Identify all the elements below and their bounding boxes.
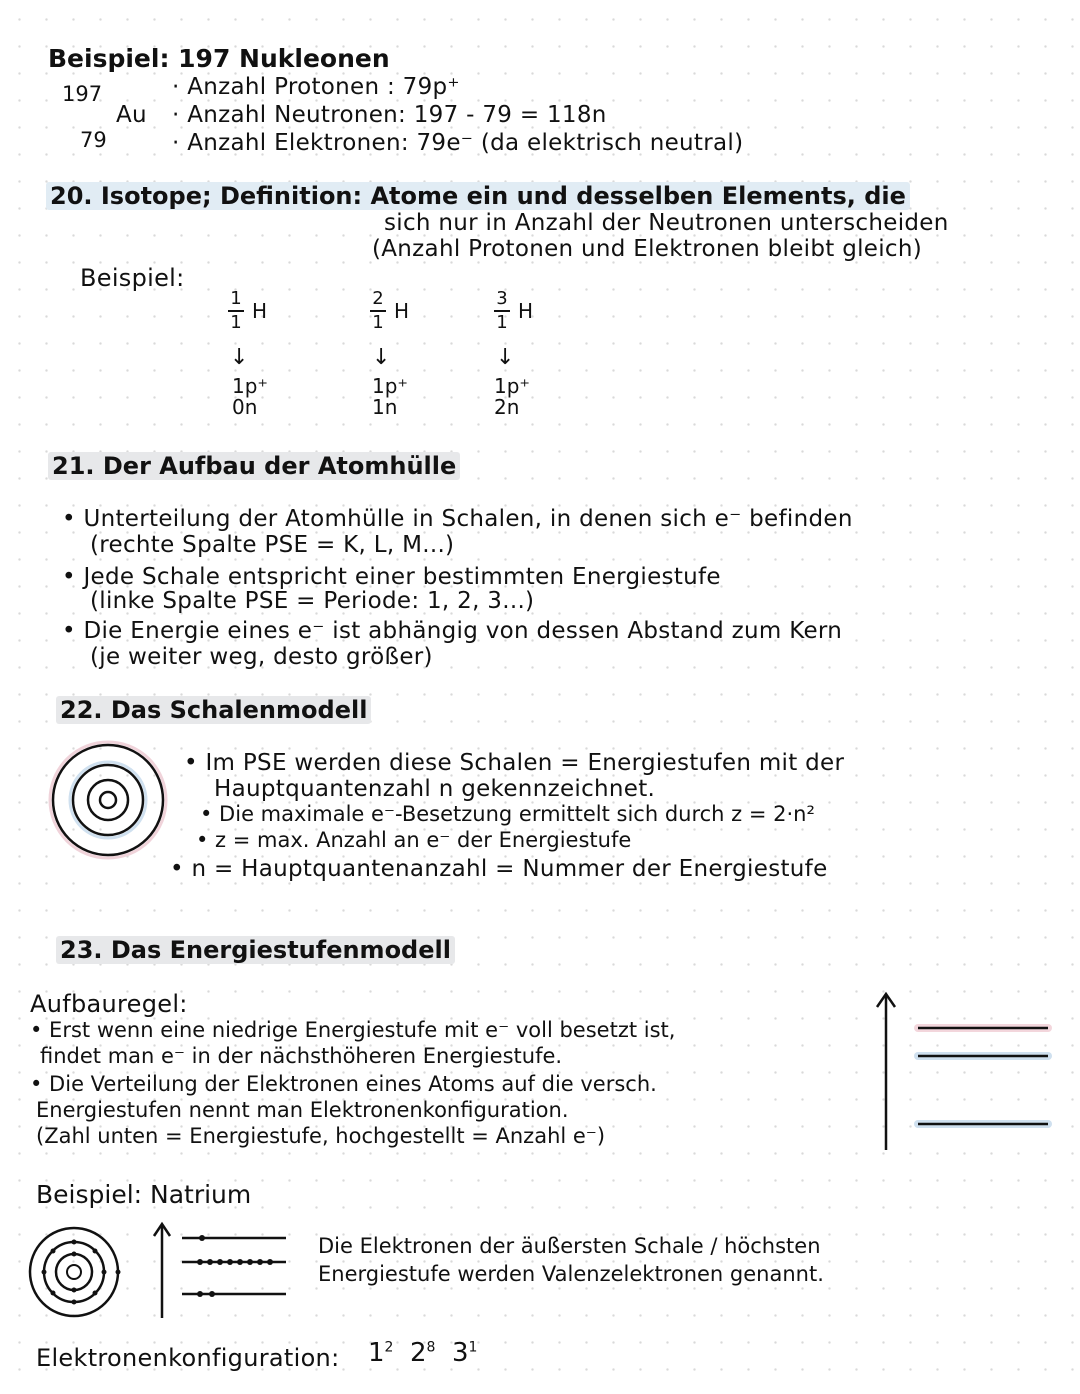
aufbauregel-line4: Energiestufen nennt man Elektronenkonfiguration. <box>36 1098 569 1122</box>
config-label: Elektronenkonfiguration: <box>36 1344 340 1372</box>
aufbauregel-line3: • Die Verteilung der Elektronen eines Atoms auf die versch. <box>30 1072 657 1096</box>
schalen-line4: • z = max. Anzahl an e⁻ der Energiestufe <box>196 828 632 852</box>
electron-configuration: $1^2$ $2^8$ $3^1$ <box>368 1338 478 1368</box>
bullet-energy-level: • Jede Schale entspricht einer bestimmten Energiestufe <box>62 564 721 590</box>
isotope-heading: 20. Isotope; Definition: Atome ein und desselben Elements, die <box>46 184 910 208</box>
sodium-model-icon <box>24 1222 294 1322</box>
shell-model-icon <box>38 740 178 860</box>
isotope-h3: $\frac{3}{1}$ H <box>494 290 533 332</box>
bullet-energy-level-note: (linke Spalte PSE = Periode: 1, 2, 3...) <box>90 588 535 614</box>
natrium-example-label: Beispiel: Natrium <box>36 1180 252 1209</box>
schalenmodell-heading: 22. Das Schalenmodell <box>56 698 371 722</box>
aufbauregel-line5: (Zahl unten = Energiestufe, hochgestellt = Anzahl e⁻) <box>36 1124 606 1148</box>
bullet-shells-note: (rechte Spalte PSE = K, L, M...) <box>90 532 455 558</box>
isotope-h1-particles: 1p⁺ 0n <box>232 374 268 419</box>
aufbauregel-line2: findet man e⁻ in der nächsthöheren Energiestufe. <box>40 1044 563 1068</box>
isotope-h3-particles: 1p⁺ 2n <box>494 374 530 419</box>
atomhuelle-heading: 21. Der Aufbau der Atomhülle <box>48 454 460 478</box>
nuclide-symbol: Au <box>116 102 147 128</box>
isotope-h2-particles: 1p⁺ 1n <box>372 374 408 419</box>
schalen-line3: • Die maximale e⁻-Besetzung ermittelt sich durch z = 2·n² <box>200 802 815 826</box>
isotope-h2: $\frac{2}{1}$ H <box>370 290 409 332</box>
aufbauregel-label: Aufbauregel: <box>30 990 188 1018</box>
bullet-shells: • Unterteilung der Atomhülle in Schalen, in denen sich e⁻ befinden <box>62 506 853 532</box>
isotope-def-line2: sich nur in Anzahl der Neutronen unterscheiden <box>384 210 949 236</box>
energy-level-diagram <box>870 990 1060 1160</box>
bullet-energy-distance: • Die Energie eines e⁻ ist abhängig von dessen Abstand zum Kern <box>62 618 843 644</box>
down-arrow-icon: ↓ <box>230 345 249 370</box>
bullet-energy-distance-note: (je weiter weg, desto größer) <box>90 644 433 670</box>
energiestufenmodell-heading: 23. Das Energiestufenmodell <box>56 938 455 962</box>
valence-line2: Energiestufe werden Valenzelektronen genannt. <box>318 1262 824 1286</box>
electrons-line: · Anzahl Elektronen: 79e⁻ (da elektrisch neutral) <box>172 130 744 156</box>
isotope-example-label: Beispiel: <box>80 264 185 292</box>
isotope-def-line3: (Anzahl Protonen und Elektronen bleibt gleich) <box>372 236 923 262</box>
example-gold-title: Beispiel: 197 Nukleonen <box>48 44 390 73</box>
schalen-line2: Hauptquantenzahl n gekennzeichnet. <box>214 776 656 802</box>
protons-line: · Anzahl Protonen : 79p⁺ <box>172 74 460 100</box>
schalen-line1: • Im PSE werden diese Schalen = Energiestufen mit der <box>184 750 845 776</box>
schalen-line5: • n = Hauptquantenanzahl = Nummer der Energiestufe <box>170 856 828 882</box>
isotope-h1: $\frac{1}{1}$ H <box>228 290 267 332</box>
down-arrow-icon: ↓ <box>496 345 515 370</box>
valence-line1: Die Elektronen der äußersten Schale / höchsten <box>318 1234 821 1258</box>
nuclide-atomic: 79 <box>80 128 107 152</box>
neutrons-line: · Anzahl Neutronen: 197 - 79 = 118n <box>172 102 607 128</box>
down-arrow-icon: ↓ <box>372 345 391 370</box>
aufbauregel-line1: • Erst wenn eine niedrige Energiestufe mit e⁻ voll besetzt ist, <box>30 1018 676 1042</box>
nuclide-mass: 197 <box>62 82 103 106</box>
